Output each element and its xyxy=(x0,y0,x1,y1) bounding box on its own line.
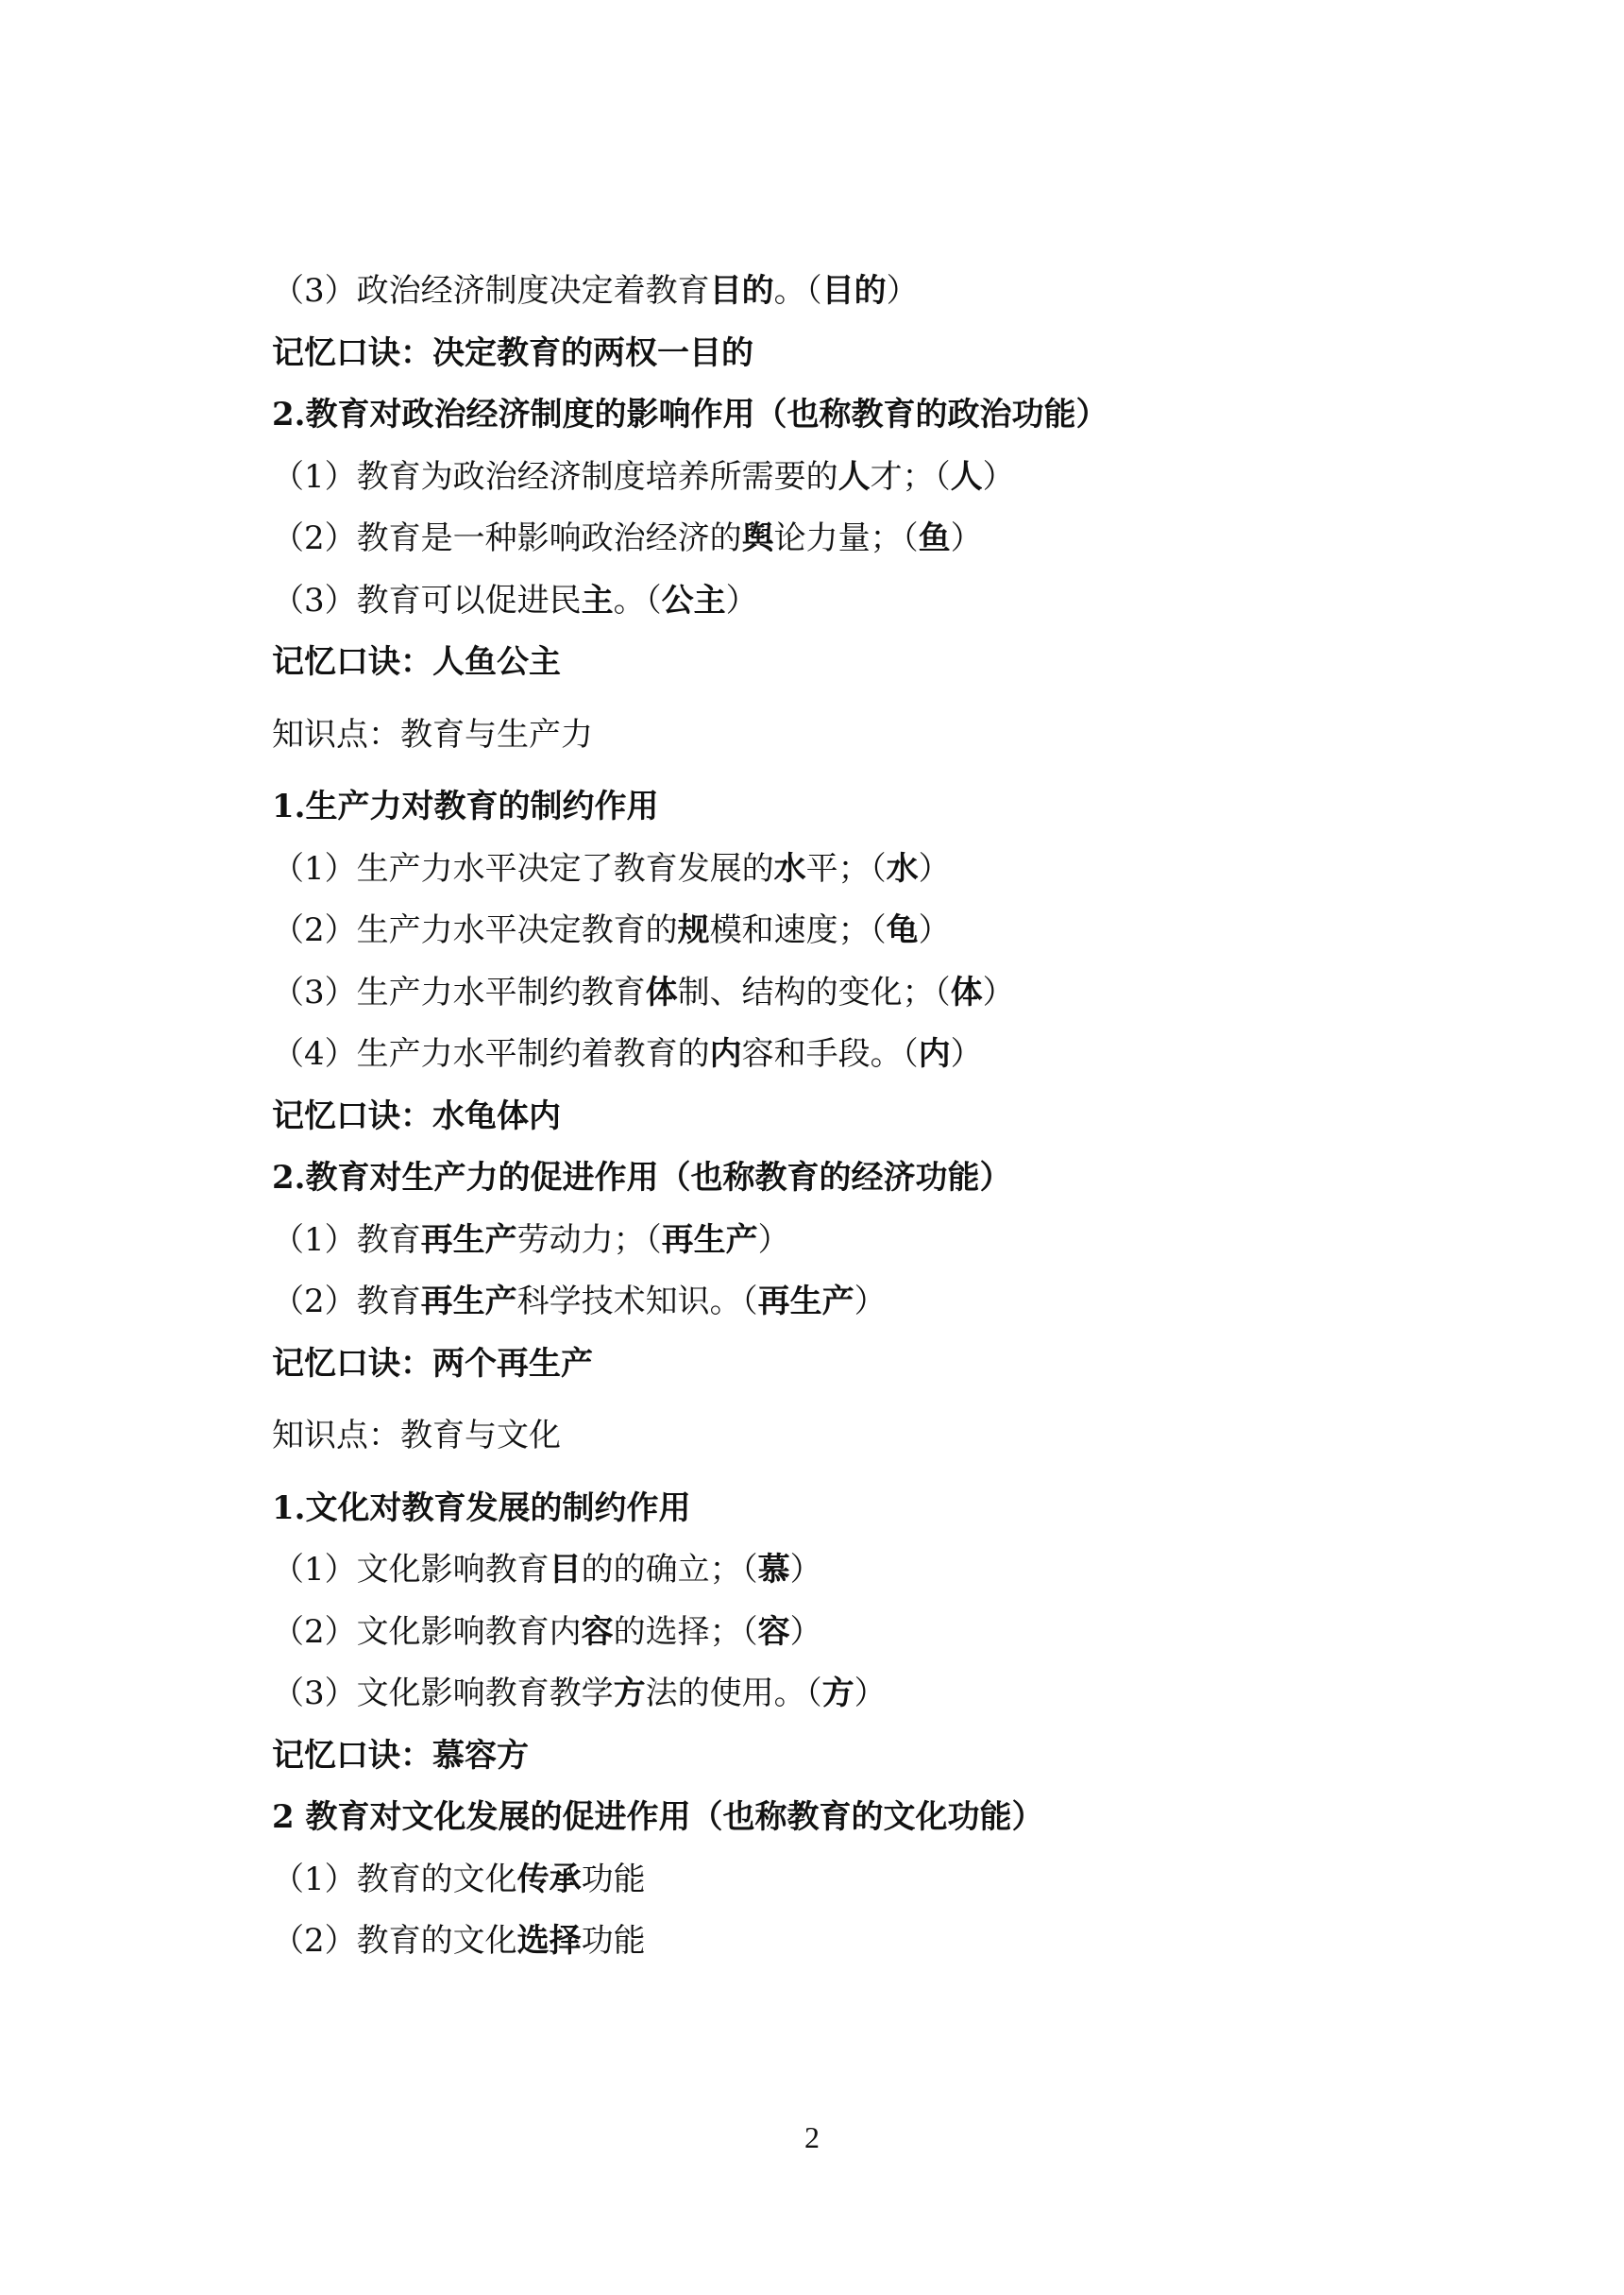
list-item xyxy=(272,508,1386,570)
section-gap xyxy=(272,1395,1386,1405)
text: （1）教育的文化 xyxy=(272,1860,517,1898)
text: 才；（ xyxy=(870,457,951,496)
text: （2）教育是一种影响政治经济的 xyxy=(272,519,742,557)
text: 。（ xyxy=(613,581,662,620)
section-gap xyxy=(272,766,1386,776)
text: ） xyxy=(950,519,983,557)
bold-text: 选择 xyxy=(516,1922,582,1960)
bold-text: 传承 xyxy=(516,1860,582,1898)
page-content xyxy=(272,261,1386,1973)
text: ） xyxy=(854,1674,887,1712)
bold-text: 人 xyxy=(950,457,983,496)
text: ） xyxy=(789,1551,822,1589)
bold-text: 方 xyxy=(821,1674,854,1712)
bold-text: 再生产 xyxy=(420,1220,517,1259)
bold-text: 规 xyxy=(677,911,710,949)
list-item xyxy=(272,1663,1386,1726)
text: 知识点：教育与生产力 xyxy=(272,715,593,754)
text: 平；（ xyxy=(805,849,887,888)
bold-text: 再生产 xyxy=(661,1220,758,1259)
text: 功能 xyxy=(581,1922,646,1960)
bold-text: 龟 xyxy=(886,911,919,949)
text: （1）文化影响教育 xyxy=(272,1551,550,1589)
text: 科学技术知识。（ xyxy=(516,1283,758,1320)
text: （2）生产力水平决定教育的 xyxy=(272,911,678,949)
list-item xyxy=(272,1024,1386,1086)
bold-text: 记忆口诀：水龟体内 xyxy=(272,1096,561,1135)
bold-text: 2.教育对生产力的促进作用（也称教育的经济功能） xyxy=(272,1159,1012,1197)
section-gap xyxy=(272,694,1386,705)
text: ） xyxy=(886,272,919,310)
text: 的的确立；（ xyxy=(581,1551,758,1589)
list-item xyxy=(272,1539,1386,1602)
text: （3）文化影响教育教学 xyxy=(272,1674,614,1712)
text: 劳动力；（ xyxy=(516,1220,662,1259)
list-item xyxy=(272,839,1386,901)
bold-text: 主 xyxy=(581,581,614,620)
mnemonic-line xyxy=(272,1726,1386,1788)
section-gap xyxy=(272,1468,1386,1478)
list-item xyxy=(272,1602,1386,1664)
page-number: 2 xyxy=(804,2120,820,2154)
bold-text: 1.文化对教育发展的制约作用 xyxy=(272,1488,691,1527)
bold-text: 目的 xyxy=(821,272,887,310)
bold-text: 2.教育对政治经济制度的影响作用（也称教育的政治功能） xyxy=(272,396,1108,434)
mnemonic-line xyxy=(272,632,1386,694)
bold-text: 方 xyxy=(613,1674,646,1712)
bold-text: 公主 xyxy=(661,581,726,620)
list-item xyxy=(272,1911,1386,1973)
bold-text: 内 xyxy=(918,1035,951,1073)
bold-text: 记忆口诀：决定教育的两权一目的 xyxy=(272,333,753,372)
text: （1）教育为政治经济制度培养所需要的 xyxy=(272,457,838,496)
bold-text: 容 xyxy=(581,1612,614,1651)
text: ） xyxy=(854,1283,887,1320)
knowledge-point-title xyxy=(272,1405,1386,1468)
text: （3）生产力水平制约教育 xyxy=(272,973,646,1012)
text: （4）生产力水平制约着教育的 xyxy=(272,1035,710,1073)
text: ） xyxy=(757,1220,790,1259)
text: （2）文化影响教育内 xyxy=(272,1612,582,1651)
text: ） xyxy=(725,581,758,620)
mnemonic-line xyxy=(272,1334,1386,1396)
bold-text: 鱼 xyxy=(918,519,951,557)
text: （1）生产力水平决定了教育发展的 xyxy=(272,849,774,888)
text: 功能 xyxy=(581,1860,646,1898)
text: （2）教育 xyxy=(272,1283,421,1320)
bold-text: 人 xyxy=(837,457,871,496)
mnemonic-line xyxy=(272,323,1386,385)
list-item xyxy=(272,1271,1386,1334)
text: ） xyxy=(918,911,951,949)
bold-text: 记忆口诀：人鱼公主 xyxy=(272,643,561,681)
list-item xyxy=(272,570,1386,633)
bold-text: 目 xyxy=(549,1551,582,1589)
text: 知识点：教育与文化 xyxy=(272,1417,561,1454)
bold-text: 容 xyxy=(757,1612,790,1651)
bold-text: 2 教育对文化发展的促进作用（也称教育的文化功能） xyxy=(272,1798,1044,1836)
text: ） xyxy=(789,1612,822,1651)
text: 容和手段。（ xyxy=(741,1035,919,1073)
text: ） xyxy=(982,973,1015,1012)
text: ） xyxy=(950,1035,983,1073)
text: ） xyxy=(918,849,951,888)
list-item xyxy=(272,1849,1386,1912)
text: 。（ xyxy=(773,272,822,310)
text: （3）政治经济制度决定着教育 xyxy=(272,272,710,310)
list-item xyxy=(272,261,1386,323)
text: （2）教育的文化 xyxy=(272,1922,517,1960)
list-item xyxy=(272,900,1386,962)
section-heading xyxy=(272,1478,1386,1540)
bold-text: 体 xyxy=(950,973,983,1012)
bold-text: 体 xyxy=(645,973,678,1012)
section-heading xyxy=(272,776,1386,839)
knowledge-point-title xyxy=(272,705,1386,767)
text: 制、结构的变化；（ xyxy=(677,973,951,1012)
text: 模和速度；（ xyxy=(709,911,887,949)
section-heading xyxy=(272,1787,1386,1849)
bold-text: 目的 xyxy=(709,272,774,310)
bold-text: 水 xyxy=(773,849,806,888)
bold-text: 再生产 xyxy=(420,1283,517,1320)
list-item xyxy=(272,1210,1386,1272)
bold-text: 再生产 xyxy=(757,1283,854,1320)
text: （1）教育 xyxy=(272,1220,421,1259)
text: ） xyxy=(982,457,1015,496)
bold-text: 记忆口诀：两个再生产 xyxy=(272,1344,593,1383)
list-item xyxy=(272,447,1386,509)
bold-text: 水 xyxy=(886,849,919,888)
bold-text: 记忆口诀：慕容方 xyxy=(272,1736,529,1775)
bold-text: 慕 xyxy=(757,1551,790,1589)
bold-text: 1.生产力对教育的制约作用 xyxy=(272,788,659,825)
text: 法的使用。（ xyxy=(645,1674,822,1712)
bold-text: 内 xyxy=(709,1035,742,1073)
mnemonic-line xyxy=(272,1086,1386,1148)
section-heading xyxy=(272,1148,1386,1210)
section-heading xyxy=(272,384,1386,447)
list-item xyxy=(272,962,1386,1025)
bold-text: 舆 xyxy=(741,519,774,557)
text: （3）教育可以促进民 xyxy=(272,581,582,620)
text: 论力量；（ xyxy=(773,519,919,557)
text: 的选择；（ xyxy=(613,1612,758,1651)
